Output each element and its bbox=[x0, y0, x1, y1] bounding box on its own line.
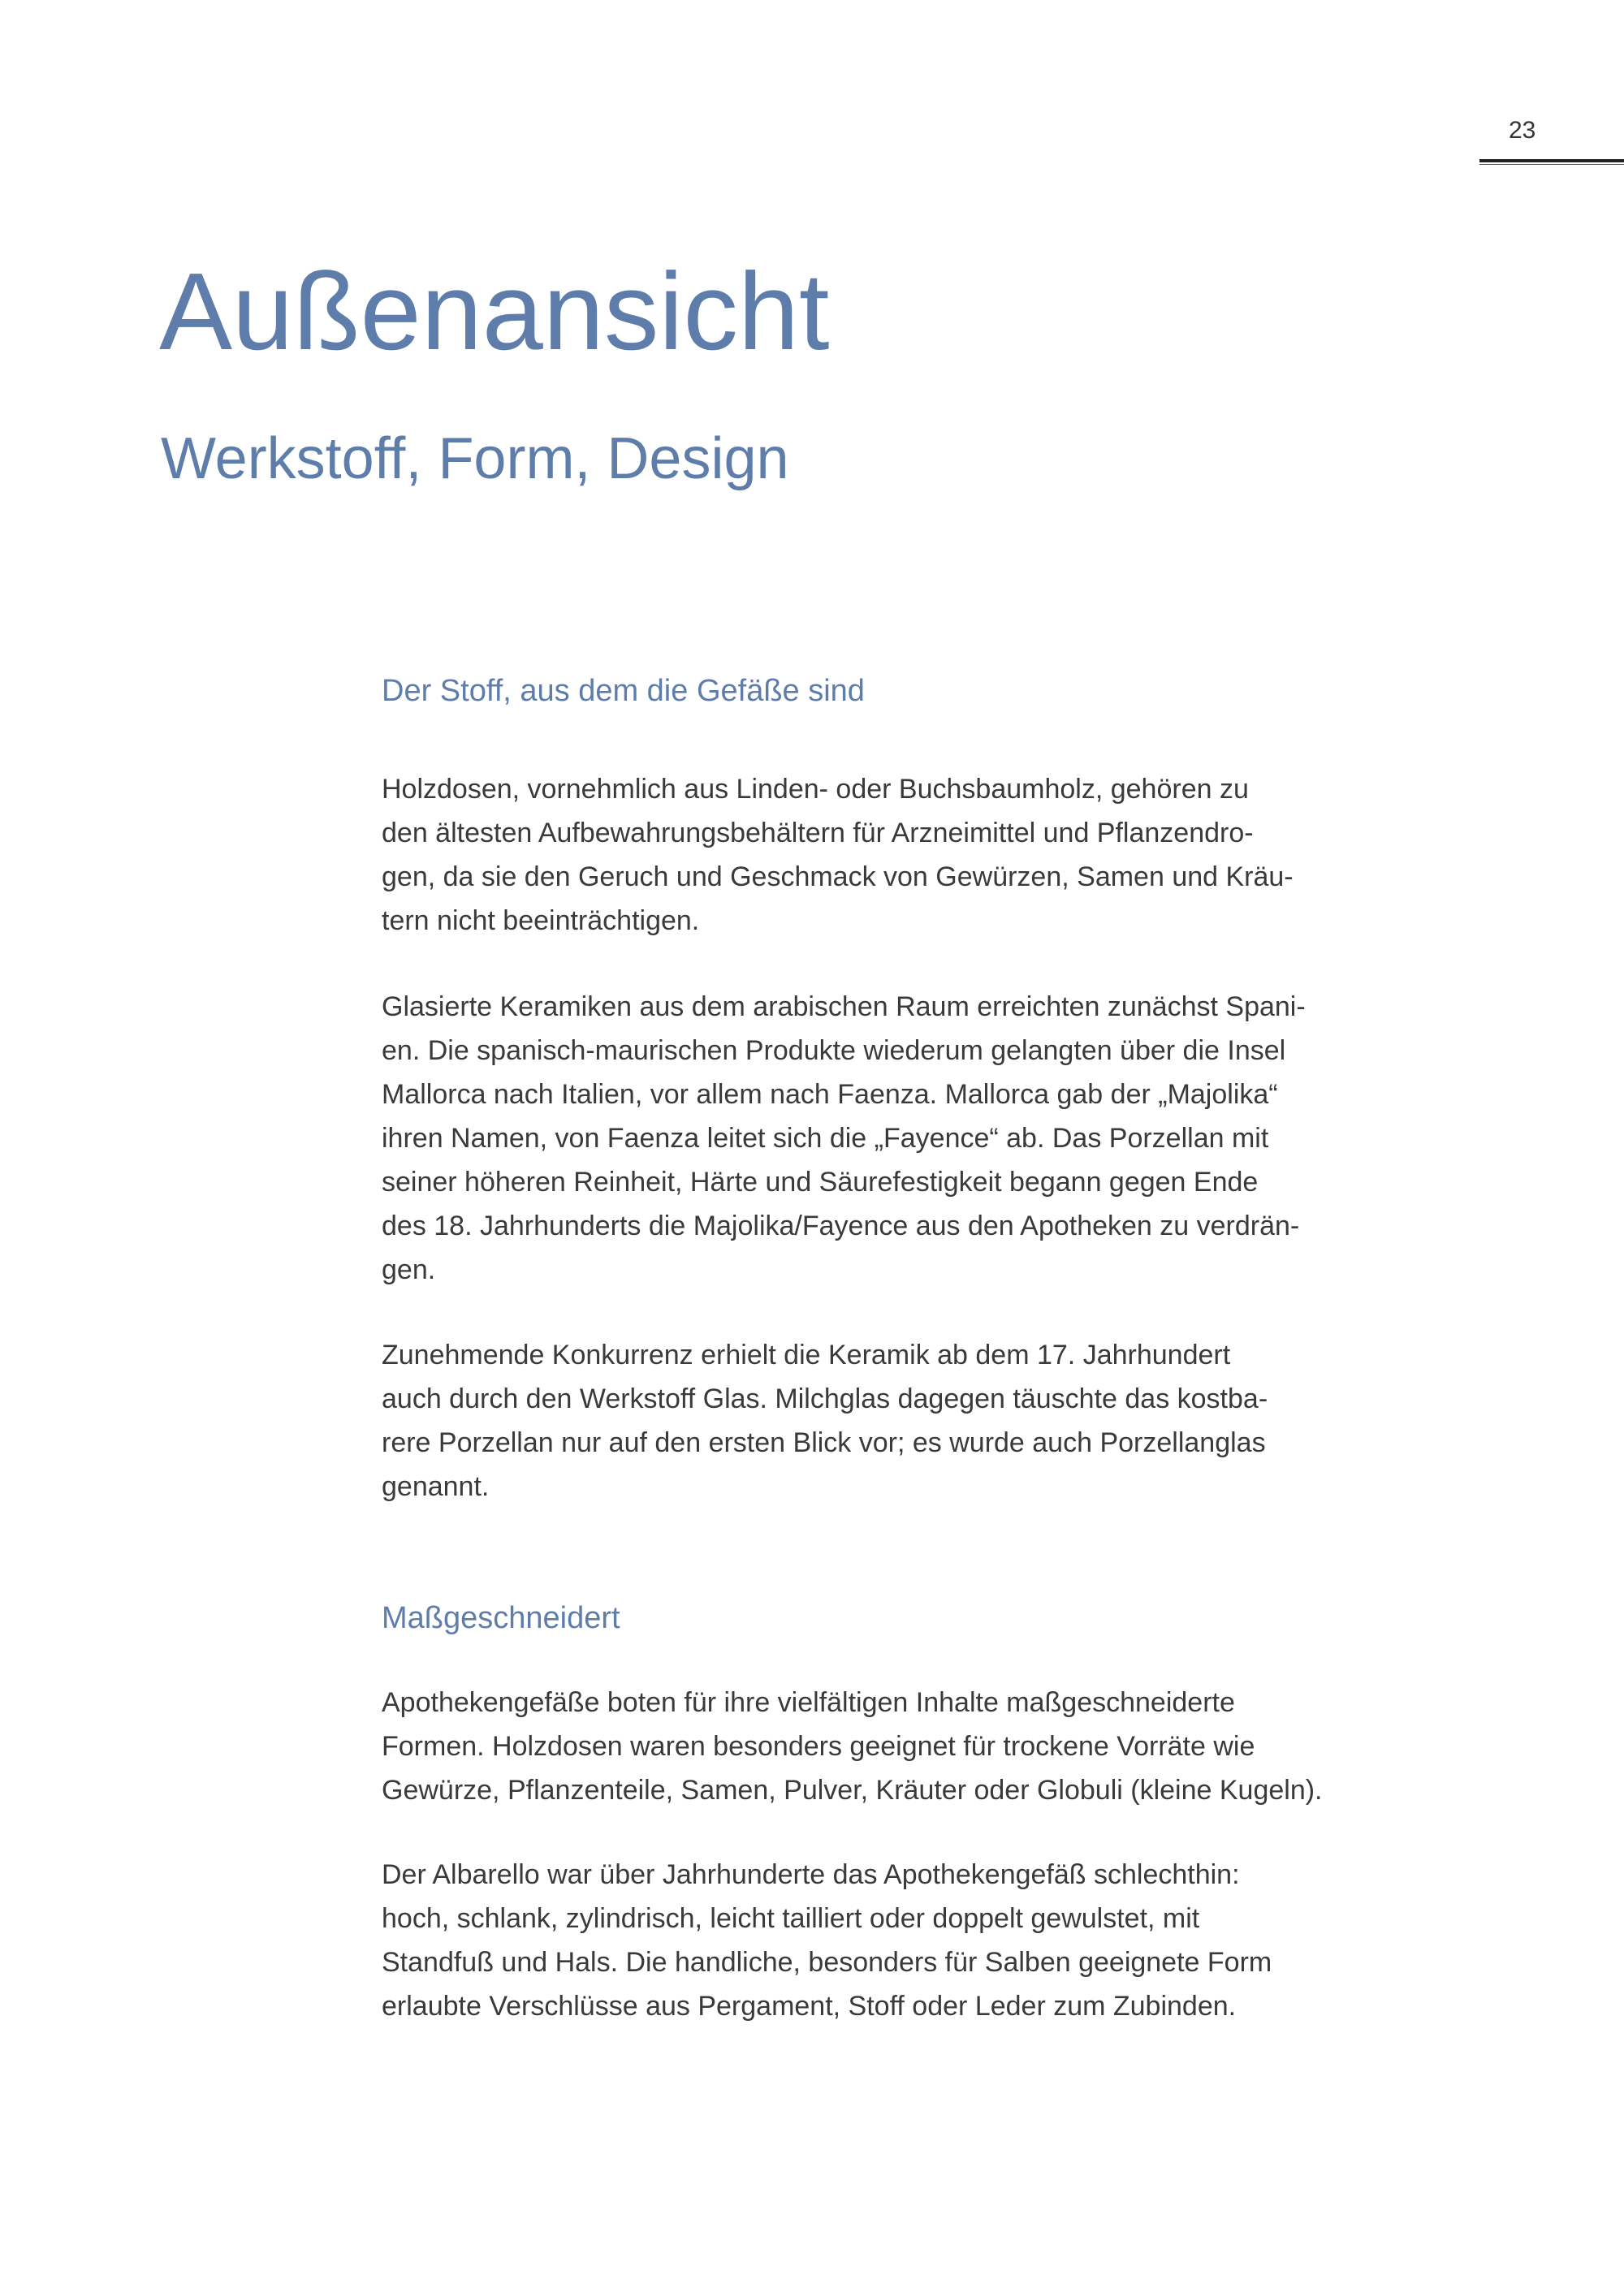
text-line: den ältesten Aufbewahrungsbehältern für Arzneimittel und Pflanzendro- bbox=[382, 818, 1254, 848]
text-line: auch durch den Werkstoff Glas. Milchglas dagegen täuschte das kostba- bbox=[382, 1383, 1268, 1414]
text-line: genannt. bbox=[382, 1471, 490, 1502]
text-line: en. Die spanisch-maurischen Produkte wiederum gelangten über die Insel bbox=[382, 1035, 1286, 1066]
text-line: Zunehmende Konkurrenz erhielt die Keramik ab dem 17. Jahrhundert bbox=[382, 1340, 1231, 1370]
text-line: Standfuß und Hals. Die handliche, besonders für Salben geeignete Form bbox=[382, 1947, 1272, 1978]
paragraph bbox=[382, 985, 1306, 1292]
text-line: Formen. Holzdosen waren besonders geeignet für trockene Vorräte wie bbox=[382, 1731, 1255, 1762]
paragraph bbox=[382, 1681, 1323, 1812]
text-line: tern nicht beeinträchtigen. bbox=[382, 905, 700, 936]
text-line: Apothekengefäße boten für ihre vielfältigen Inhalte maßgeschneiderte bbox=[382, 1687, 1235, 1718]
text-line: gen, da sie den Geruch und Geschmack von Gewürzen, Samen und Kräu- bbox=[382, 861, 1294, 892]
text-line: Gewürze, Pflanzenteile, Samen, Pulver, Kräuter oder Globuli (kleine Kugeln). bbox=[382, 1775, 1323, 1806]
text-line: Mallorca nach Italien, vor allem nach Faenza. Mallorca gab der „Majolika“ bbox=[382, 1079, 1278, 1110]
page-subtitle: Werkstoff, Form, Design bbox=[161, 426, 789, 491]
text-line: Glasierte Keramiken aus dem arabischen Raum erreichten zunächst Spani- bbox=[382, 991, 1306, 1022]
text-line: des 18. Jahrhunderts die Majolika/Fayence aus den Apotheken zu verdrän- bbox=[382, 1211, 1300, 1241]
text-line: hoch, schlank, zylindrisch, leicht tailliert oder doppelt gewulstet, mit bbox=[382, 1903, 1200, 1934]
page-title: Außenansicht bbox=[159, 250, 830, 373]
text-line: ihren Namen, von Faenza leitet sich die „Fayence“ ab. Das Porzellan mit bbox=[382, 1123, 1269, 1154]
header-rule-thin bbox=[1479, 164, 1624, 165]
header-rule bbox=[1479, 159, 1624, 162]
section-heading: Der Stoff, aus dem die Gefäße sind bbox=[382, 674, 865, 708]
text-line: rere Porzellan nur auf den ersten Blick vor; es wurde auch Porzellanglas bbox=[382, 1427, 1266, 1458]
paragraph bbox=[382, 1333, 1268, 1509]
paragraph bbox=[382, 1853, 1272, 2028]
text-line: seiner höheren Reinheit, Härte und Säurefestigkeit begann gegen Ende bbox=[382, 1167, 1259, 1198]
text-line: gen. bbox=[382, 1254, 436, 1285]
paragraph bbox=[382, 767, 1294, 943]
section-heading: Maßgeschneidert bbox=[382, 1601, 620, 1635]
text-line: erlaubte Verschlüsse aus Pergament, Stoff oder Leder zum Zubinden. bbox=[382, 1991, 1237, 2022]
page-number: 23 bbox=[1509, 117, 1536, 144]
text-line: Holzdosen, vornehmlich aus Linden- oder Buchsbaumholz, gehören zu bbox=[382, 774, 1249, 805]
text-line: Der Albarello war über Jahrhunderte das Apothekengefäß schlechthin: bbox=[382, 1859, 1240, 1890]
